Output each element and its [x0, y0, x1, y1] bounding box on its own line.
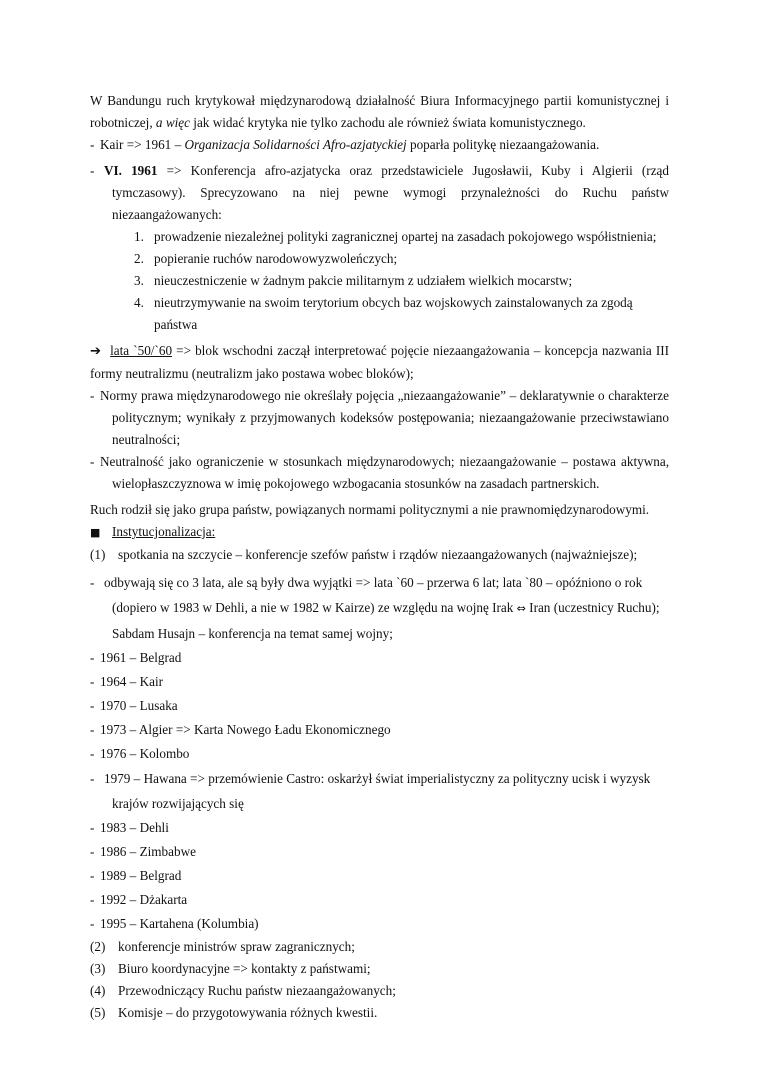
list-number: (1): [90, 547, 106, 562]
paragraph-bandung: [90, 90, 669, 134]
emphasis: Organizacja Solidarności Afro-azjatyckiej: [184, 137, 407, 152]
text: 1976 – Kolombo: [100, 746, 190, 761]
dash-bullet: -: [90, 746, 95, 761]
dash-bullet: -: [90, 163, 95, 178]
dash-bullet: -: [90, 454, 95, 469]
dash-bullet: -: [90, 575, 95, 590]
text: 1989 – Belgrad: [100, 868, 182, 883]
text: 1961 – Belgrad: [100, 650, 182, 665]
text: W Bandungu ruch krytykował międzynarodową działalność Biura Informacyjnego partii komunistycznej i robotniczej,: [90, 93, 669, 130]
conference-item: [90, 670, 669, 694]
list-number: (4): [90, 983, 106, 998]
list-number: (2): [90, 939, 106, 954]
text: Neutralność jako ograniczenie w stosunkach międzynarodowych; niezaangażowanie – postawa aktywna, wielopłaszczyznowa w imię pokojowego wzbogacania stosunków na zasadach partnerskich.: [100, 454, 669, 491]
text: 1973 – Algier => Karta Nowego Ładu Ekonomicznego: [100, 722, 391, 737]
arrow-right-icon: ➔: [90, 344, 102, 359]
conference-item: [90, 912, 669, 936]
text: prowadzenie niezależnej polityki zagranicznej opartej na zasadach pokojowego współistnienia;: [154, 229, 657, 244]
list-item: [90, 226, 669, 248]
dash-bullet: -: [90, 820, 95, 835]
list-number: (3): [90, 961, 106, 976]
text: 1992 – Dżakarta: [100, 892, 188, 907]
dash-bullet: -: [90, 137, 95, 152]
dash-bullet: -: [90, 650, 95, 665]
text: Kair => 1961 –: [100, 137, 185, 152]
list-number: 4.: [134, 295, 144, 310]
text: 1983 – Dehli: [100, 820, 169, 835]
conference-item: [90, 888, 669, 912]
conference-item: [90, 718, 669, 742]
emphasis: a więc: [155, 115, 190, 130]
text: Komisje – do przygotowywania różnych kwestii.: [118, 1005, 378, 1020]
list-number: 3.: [134, 273, 144, 288]
text: spotkania na szczycie – konferencje szefów państw i rządów niezaangażowanych (najważniejsze);: [118, 547, 638, 562]
conference-item: [90, 840, 669, 864]
dash-bullet: -: [90, 771, 95, 786]
text: 1986 – Zimbabwe: [100, 844, 196, 859]
conference-item: [90, 864, 669, 888]
conference-item: [90, 694, 669, 718]
double-arrow-icon: ⇔: [516, 602, 526, 615]
dash-bullet: -: [90, 388, 95, 403]
item-kair: [90, 134, 669, 156]
document-page: [90, 90, 669, 1024]
dash-bullet: -: [90, 868, 95, 883]
list-item: [90, 248, 669, 270]
text: => blok wschodni zaczął interpretować pojęcie niezaangażowania – koncepcja nazwania III formy neutralizmu (neutralizm jako postawa wobec bloków);: [90, 343, 670, 381]
item-neutralnosc: [90, 451, 669, 495]
underlined-text: lata `50/`60: [110, 343, 173, 358]
dash-bullet: -: [90, 844, 95, 859]
list-item: [90, 270, 669, 292]
heading-instytucjonalizacja: [90, 521, 669, 544]
text: 1964 – Kair: [100, 674, 163, 689]
text: Przewodniczący Ruchu państw niezaangażowanych;: [118, 983, 396, 998]
item-normy: [90, 385, 669, 451]
list-number: 1.: [134, 229, 144, 244]
text: 1979 – Hawana => przemówienie Castro: oskarżył świat imperialistyczny za polityczny ucisk i wyzysk krajów rozwijających się: [104, 771, 651, 811]
bold-date: VI. 1961: [104, 163, 158, 178]
text: Iran (uczestnicy Ruchu); Sabdam Husajn – konferencja na temat samej wojny;: [112, 600, 660, 641]
item-odbywaja-sie: [90, 570, 669, 646]
item-5: [90, 1002, 669, 1024]
dash-bullet: -: [90, 674, 95, 689]
conference-item: [90, 742, 669, 766]
text: nieuczestniczenie w żadnym pakcie militarnym z udziałem wielkich mocarstw;: [154, 273, 573, 288]
conference-item-hawana: [90, 766, 669, 816]
square-bullet-icon: ■: [90, 526, 101, 539]
text: odbywają się co 3 lata, ale są były dwa wyjątki => lata `60 – przerwa 6 lat; lata `80 – opóźniono o rok (dopiero w 1983 w Dehli, a nie w 1982 w Kairze) ze względu na wojnę Irak: [104, 575, 643, 615]
text: konferencje ministrów spraw zagranicznych;: [118, 939, 355, 954]
item-vi-1961: [90, 160, 669, 226]
text: 1995 – Kartahena (Kolumbia): [100, 916, 259, 931]
list-number: 2.: [134, 251, 144, 266]
underlined-heading: Instytucjonalizacja:: [112, 524, 216, 539]
dash-bullet: -: [90, 698, 95, 713]
text: Biuro koordynacyjne => kontakty z państwami;: [118, 961, 371, 976]
text: jak widać krytyka nie tylko zachodu ale również świata komunistycznego.: [189, 115, 586, 130]
item-4: [90, 980, 669, 1002]
requirements-list: [90, 226, 669, 336]
dash-bullet: -: [90, 916, 95, 931]
item-lata-50-60: [90, 340, 669, 385]
item-3: [90, 958, 669, 980]
conference-item: [90, 816, 669, 840]
text: poparła politykę niezaangażowania.: [406, 137, 600, 152]
list-number: (5): [90, 1005, 106, 1020]
text: nieutrzymywanie na swoim terytorium obcych baz wojskowych zainstalowanych za zgodą państwa: [154, 295, 633, 332]
dash-bullet: -: [90, 722, 95, 737]
list-item: [90, 292, 669, 336]
item-1: [90, 544, 669, 566]
conference-item: [90, 646, 669, 670]
text: => Konferencja afro-azjatycka oraz przedstawiciele Jugosławii, Kuby i Algierii (rząd tymczasowy). Sprecyzowano na niej pewne wymogi przynależności do Ruchu państw niezaangażowanych:: [112, 163, 670, 222]
item-2: [90, 936, 669, 958]
text: popieranie ruchów narodowowyzwoleńczych;: [154, 251, 398, 266]
text: 1970 – Lusaka: [100, 698, 178, 713]
paragraph-ruch: Ruch rodził się jako grupa państw, powiązanych normami politycznymi a nie prawnomiędzynarodowymi.: [90, 502, 650, 517]
text: Normy prawa międzynarodowego nie określały pojęcia „niezaangażowanie” – deklaratywnie o charakterze politycznym; wynikały z przyjmowanych kodeksów postępowania; niezaangażowanie przeciwstawiano neutralności;: [100, 388, 669, 447]
dash-bullet: -: [90, 892, 95, 907]
